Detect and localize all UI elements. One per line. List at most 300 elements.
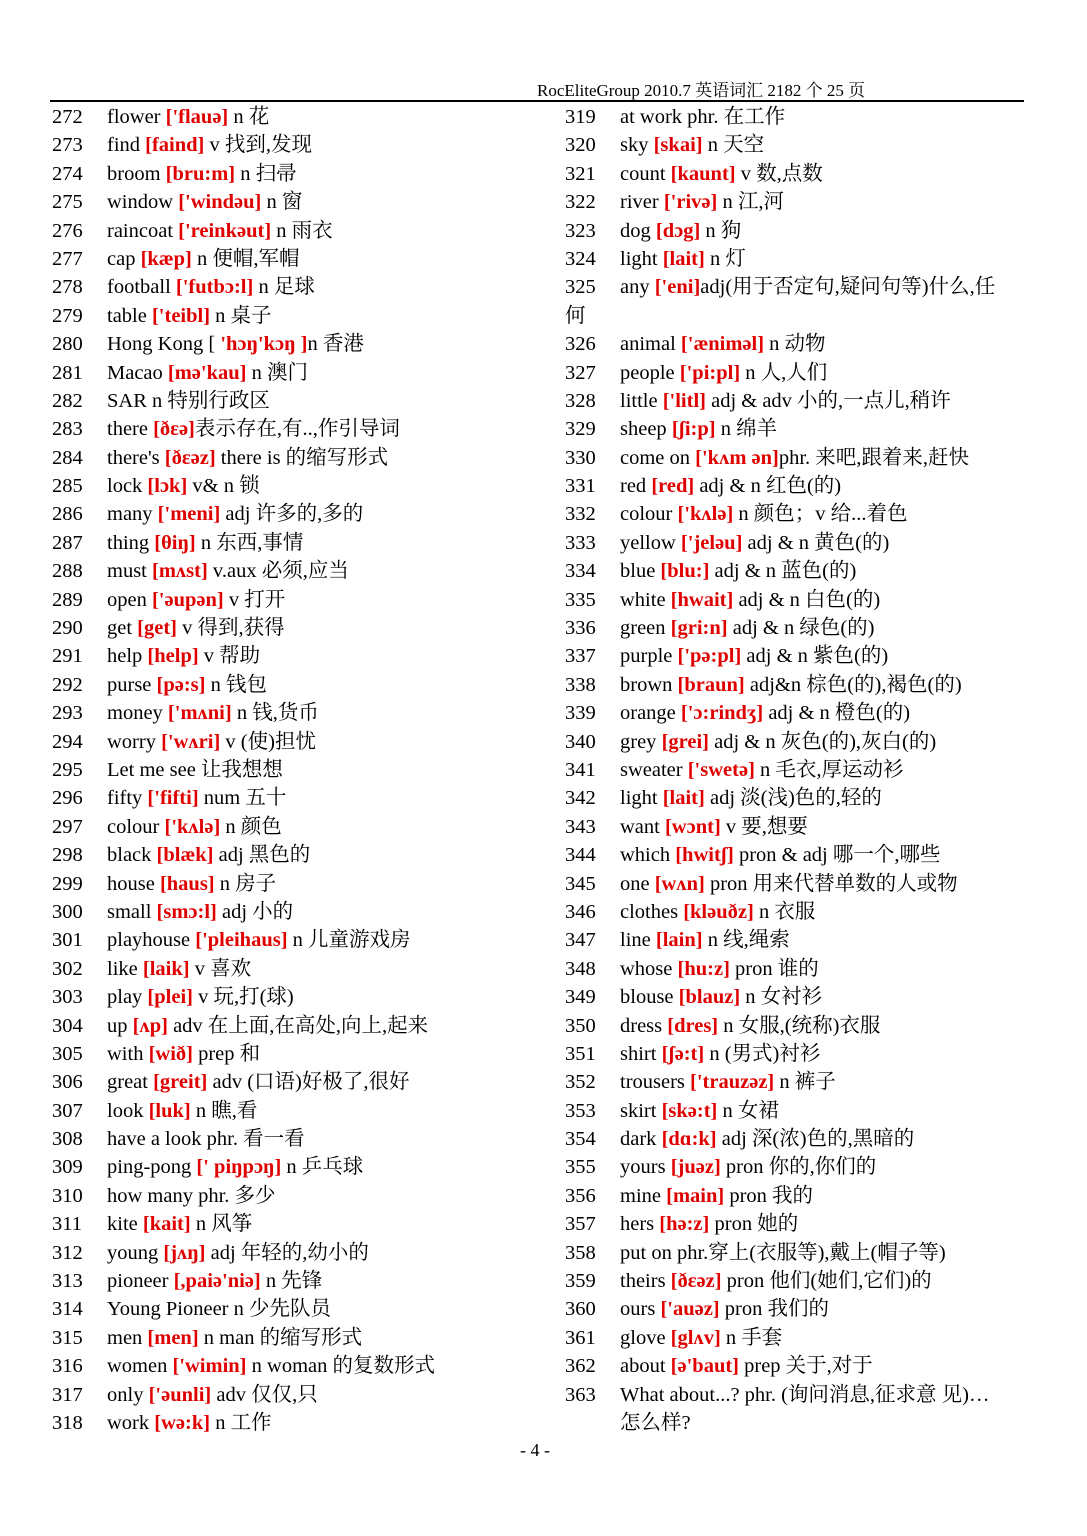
- entry-number: 272: [52, 106, 83, 128]
- entry-number: 312: [52, 1241, 83, 1264]
- entry-phonetic: [haus]: [159, 872, 215, 895]
- entry-phonetic: [' piŋpɔŋ]: [196, 1156, 282, 1179]
- entry-word: thing: [107, 531, 155, 554]
- vocab-entry: [565, 359, 1070, 387]
- entry-word: clothes: [620, 900, 684, 923]
- entry-body: [107, 699, 557, 727]
- entry-word: small: [107, 900, 157, 923]
- vocab-entry: [565, 870, 1070, 898]
- entry-word: white: [620, 588, 671, 611]
- entry-word: ping-pong: [107, 1156, 197, 1179]
- entry-body: [620, 131, 1070, 159]
- entry-body: [107, 614, 557, 642]
- entry-word: worry: [107, 730, 162, 753]
- vocab-entry: [52, 245, 557, 273]
- entry-number: 335: [565, 588, 596, 611]
- vocab-entry: [52, 955, 557, 983]
- entry-number: 351: [565, 1042, 596, 1065]
- page-number: - 4 -: [520, 1440, 550, 1460]
- entry-phonetic: ['reinkəut]: [178, 219, 272, 242]
- entry-number: 310: [52, 1184, 83, 1207]
- entry-body: [620, 160, 1070, 188]
- entry-body: [620, 1040, 1070, 1068]
- entry-number: 295: [52, 758, 83, 781]
- entry-phonetic: [dɑ:k]: [661, 1128, 717, 1151]
- vocab-entry: [52, 444, 557, 472]
- vocab-entry: [565, 529, 1070, 557]
- entry-number: 273: [52, 134, 83, 157]
- entry-word: theirs: [620, 1270, 671, 1293]
- entry-meaning: there is 的缩写形式: [215, 446, 389, 469]
- entry-word: up: [107, 1014, 133, 1037]
- entry-number: 294: [52, 730, 83, 753]
- entry-body: [107, 586, 557, 614]
- entry-word: table: [107, 304, 152, 327]
- entry-meaning: adj & n 黄色(的): [742, 531, 890, 554]
- entry-number: 301: [52, 929, 83, 952]
- entry-body: [107, 642, 557, 670]
- entry-meaning: pron 谁的: [729, 957, 819, 980]
- entry-body: [620, 529, 1070, 557]
- vocab-entry: [52, 217, 557, 245]
- entry-phonetic: [gri:n]: [670, 617, 728, 640]
- page-header: RocEliteGroup 2010.7 英语词汇 2182 个 25 页: [537, 81, 866, 100]
- entry-body: [107, 387, 557, 415]
- vocab-entry: [565, 160, 1070, 188]
- entry-meaning: n 乒乓球: [281, 1156, 364, 1179]
- entry-body: [107, 529, 557, 557]
- entry-phonetic: [skə:t]: [661, 1099, 718, 1122]
- vocab-entry: [565, 1295, 1070, 1323]
- entry-phonetic: ['kʌm ən]: [695, 446, 779, 469]
- entry-number: 277: [52, 247, 83, 270]
- entry-number: 325: [565, 276, 596, 299]
- entry-phonetic: [lɔk]: [147, 475, 188, 498]
- entry-word: look: [107, 1099, 149, 1122]
- entry-phonetic: [jʌŋ]: [163, 1241, 206, 1264]
- entry-number: 286: [52, 503, 83, 526]
- entry-body: [107, 1125, 557, 1153]
- entry-body: [620, 415, 1070, 443]
- vocab-entry: [565, 671, 1070, 699]
- entry-phonetic: [mə'kau]: [167, 361, 247, 384]
- vocab-entry: [52, 1097, 557, 1125]
- entry-phonetic: ['æniməl]: [680, 333, 765, 356]
- vocab-entry: [52, 103, 557, 131]
- entry-number: 334: [565, 560, 596, 583]
- entry-body: [620, 188, 1070, 216]
- entry-number: 347: [565, 929, 596, 952]
- entry-word: dog: [620, 219, 656, 242]
- entry-body: [107, 245, 557, 273]
- entry-meaning: n (男式)衬衫: [704, 1042, 821, 1065]
- entry-word: Macao: [107, 361, 168, 384]
- entry-word: find: [107, 134, 146, 157]
- entry-number: 327: [565, 361, 596, 384]
- entry-phonetic: [ðεə]: [153, 418, 195, 441]
- entry-number: 357: [565, 1213, 596, 1236]
- entry-phonetic: ['mʌni]: [167, 702, 232, 725]
- entry-meaning: n 颜色: [220, 815, 282, 838]
- entry-phonetic: ['əupən]: [151, 588, 224, 611]
- entry-word: open: [107, 588, 152, 611]
- entry-meaning: adv 在上面,在高处,向上,起来: [167, 1014, 429, 1037]
- entry-number: 332: [565, 503, 596, 526]
- entry-meaning: adj(用于否定句,疑问句等)什么,任: [700, 276, 996, 299]
- entry-body: [620, 1182, 1070, 1210]
- entry-number: 340: [565, 730, 596, 753]
- entry-word: house: [107, 872, 160, 895]
- entry-body: [620, 103, 1070, 131]
- entry-phonetic: [lain]: [655, 929, 703, 952]
- entry-phonetic: [skai]: [653, 134, 703, 157]
- entry-body: [107, 131, 557, 159]
- vocab-entry: [565, 813, 1070, 841]
- entry-meaning: adv (口语)好极了,很好: [207, 1071, 410, 1094]
- entry-body: [620, 359, 1070, 387]
- entry-number: 362: [565, 1355, 596, 1378]
- vocab-entry: [52, 728, 557, 756]
- vocab-entry: [52, 898, 557, 926]
- entry-body: [107, 472, 557, 500]
- entry-phonetic: [hu:z]: [677, 957, 730, 980]
- entry-phonetic: [blu:]: [660, 560, 710, 583]
- entry-phonetic: ['pleihaus]: [195, 929, 288, 952]
- entry-body: [620, 586, 1070, 614]
- entry-word: trousers: [620, 1071, 691, 1094]
- entry-word: cap: [107, 247, 141, 270]
- vocab-entry: [565, 699, 1070, 727]
- entry-meaning: n 雨衣: [271, 219, 333, 242]
- entry-phonetic: ['jeləu]: [680, 531, 743, 554]
- vocab-entry: [52, 1409, 557, 1437]
- entry-number: 343: [565, 815, 596, 838]
- vocab-entry: [565, 756, 1070, 784]
- entry-number: 344: [565, 844, 596, 867]
- entry-word: purple: [620, 645, 678, 668]
- entry-meaning: pron 你的,你们的: [720, 1156, 877, 1179]
- entry-word: grey: [620, 730, 662, 753]
- entry-phonetic: ['fifti]: [147, 787, 199, 810]
- entry-phonetic: [ʃi:p]: [671, 418, 716, 441]
- entry-word: count: [620, 162, 671, 185]
- entry-continuation: 何: [565, 304, 586, 327]
- entry-word: mine: [620, 1184, 667, 1207]
- vocab-entry: [52, 1153, 557, 1181]
- entry-meaning: pron 他们(她们,它们)的: [721, 1270, 932, 1293]
- entry-word: raincoat: [107, 219, 179, 242]
- entry-meaning: 表示存在,有..,作引导词: [194, 418, 400, 441]
- entry-meaning: adj & adv 小的,一点儿,稍许: [705, 389, 951, 412]
- entry-body: [620, 245, 1070, 273]
- entry-body: [620, 671, 1070, 699]
- entry-body: [620, 870, 1070, 898]
- entry-phonetic: ['litl]: [662, 389, 706, 412]
- entry-phonetic: ['wʌri]: [161, 730, 221, 753]
- entry-word: colour: [620, 503, 678, 526]
- entry-body: [107, 217, 557, 245]
- vocab-entry: [565, 103, 1070, 131]
- entry-body: [620, 642, 1070, 670]
- entry-meaning: pron 她的: [709, 1213, 799, 1236]
- entry-number: 290: [52, 617, 83, 640]
- entry-body: [107, 444, 557, 472]
- entry-meaning: n 钱,货币: [231, 702, 319, 725]
- entry-body: [107, 415, 557, 443]
- entry-body: [620, 1352, 1070, 1380]
- vocab-entry: [52, 614, 557, 642]
- entry-body: [107, 302, 557, 330]
- entry-meaning: n 窗: [261, 191, 303, 214]
- entry-meaning: adj & n 绿色(的): [727, 617, 875, 640]
- entry-phonetic: [hwait]: [670, 588, 734, 611]
- right-column: [565, 103, 1070, 1437]
- entry-meaning: n 儿童游戏房: [287, 929, 411, 952]
- entry-word: put on phr.穿上(衣服等),戴上(帽子等): [620, 1241, 946, 1264]
- entry-phonetic: [wɔnt]: [664, 815, 721, 838]
- entry-word: great: [107, 1071, 154, 1094]
- entry-number: 313: [52, 1270, 83, 1293]
- entry-phonetic: ['eni]: [654, 276, 701, 299]
- vocab-entry: [565, 1267, 1070, 1295]
- entry-phonetic: [luk]: [148, 1099, 191, 1122]
- entry-number: 304: [52, 1014, 83, 1037]
- entry-number: 287: [52, 531, 83, 554]
- entry-phonetic: ['trauzəz]: [690, 1071, 775, 1094]
- entry-phonetic: ['pə:pl]: [677, 645, 742, 668]
- entry-number: 303: [52, 986, 83, 1009]
- vocab-entry: [52, 756, 557, 784]
- entry-word: dark: [620, 1128, 662, 1151]
- entry-meaning: adj & n 紫色(的): [741, 645, 889, 668]
- vocab-entry: [565, 1125, 1070, 1153]
- entry-phonetic: [get]: [137, 617, 178, 640]
- entry-word: about: [620, 1355, 671, 1378]
- entry-word: yellow: [620, 531, 681, 554]
- entry-number: 302: [52, 957, 83, 980]
- entry-phonetic: ['rivə]: [663, 191, 718, 214]
- vocab-entry: [52, 586, 557, 614]
- entry-phonetic: [bru:m]: [165, 162, 236, 185]
- entry-body: [620, 217, 1070, 245]
- entry-number: 289: [52, 588, 83, 611]
- vocab-entry: [52, 1381, 557, 1409]
- vocab-entry: [565, 1068, 1070, 1096]
- entry-body: [620, 983, 1070, 1011]
- entry-continuation: 怎么样?: [620, 1411, 691, 1434]
- entry-phonetic: [red]: [651, 475, 695, 498]
- entry-number: 311: [52, 1213, 82, 1236]
- entry-body: [107, 557, 557, 585]
- vocab-entry: [565, 1153, 1070, 1181]
- entry-meaning: v 打开: [223, 588, 286, 611]
- entry-phonetic: ['kʌlə]: [677, 503, 734, 526]
- entry-phonetic: ['flauə]: [165, 106, 229, 128]
- entry-number: 360: [565, 1298, 596, 1321]
- entry-word: hers: [620, 1213, 660, 1236]
- vocab-entry: [565, 642, 1070, 670]
- entry-word: sheep: [620, 418, 672, 441]
- entry-word: colour: [107, 815, 165, 838]
- entry-word: pioneer: [107, 1270, 174, 1293]
- vocab-entry: [52, 188, 557, 216]
- vocab-entry: [52, 813, 557, 841]
- entry-number: 279: [52, 304, 83, 327]
- entry-meaning: n 衣服: [753, 900, 816, 923]
- entry-body: [107, 273, 557, 301]
- entry-word: work: [107, 1411, 155, 1434]
- entry-number: 307: [52, 1099, 83, 1122]
- vocab-entry: [52, 1182, 557, 1210]
- entry-meaning: n 花: [228, 106, 270, 128]
- entry-number: 346: [565, 900, 596, 923]
- vocab-entry: [565, 1210, 1070, 1238]
- entry-phonetic: ['ɔ:rindʒ]: [680, 702, 764, 725]
- entry-meaning: adj 深(浓)色的,黑暗的: [716, 1128, 915, 1151]
- entry-body: [107, 188, 557, 216]
- entry-number: 320: [565, 134, 596, 157]
- entry-meaning: n 狗: [700, 219, 742, 242]
- entry-meaning: n 绵羊: [715, 418, 778, 441]
- entry-number: 306: [52, 1071, 83, 1094]
- entry-number: 349: [565, 986, 596, 1009]
- vocab-entry: [52, 160, 557, 188]
- entry-phonetic: ['kʌlə]: [164, 815, 221, 838]
- entry-meaning: n 房子: [214, 872, 277, 895]
- entry-phonetic: [hə:z]: [659, 1213, 710, 1236]
- entry-meaning: prep 关于,对于: [739, 1355, 873, 1378]
- entry-meaning: pron & adj 哪一个,哪些: [733, 844, 941, 867]
- entry-meaning: pron 我们的: [719, 1298, 829, 1321]
- entry-body: [620, 387, 1070, 415]
- entry-phonetic: ['meni]: [157, 503, 221, 526]
- entry-meaning: adj 小的: [216, 900, 294, 923]
- entry-phonetic: [main]: [666, 1184, 725, 1207]
- entry-number: 355: [565, 1156, 596, 1179]
- entry-phonetic: [ʌp]: [132, 1014, 168, 1037]
- entry-meaning: n 手套: [720, 1326, 783, 1349]
- entry-body: [107, 1012, 557, 1040]
- entry-meaning: n 颜色；v 给...着色: [733, 503, 908, 526]
- entry-word: fifty: [107, 787, 148, 810]
- entry-number: 353: [565, 1099, 596, 1122]
- entry-word: animal: [620, 333, 681, 356]
- vocab-entry: [565, 614, 1070, 642]
- entry-meaning: n 先锋: [260, 1270, 323, 1293]
- entry-number: 342: [565, 787, 596, 810]
- entry-meaning: n 灯: [704, 247, 746, 270]
- entry-word: light: [620, 247, 663, 270]
- vocab-entry: [52, 841, 557, 869]
- vocab-entry: [52, 1267, 557, 1295]
- entry-phonetic: ['auəz]: [660, 1298, 720, 1321]
- entry-phonetic: [wið]: [148, 1042, 193, 1065]
- entry-phonetic: [glʌv]: [670, 1326, 721, 1349]
- entry-phonetic: [dɔg]: [655, 219, 701, 242]
- entry-word: SAR n 特别行政区: [107, 389, 270, 412]
- entry-number: 359: [565, 1270, 596, 1293]
- entry-meaning: phr. 来吧,跟着来,赶快: [778, 446, 970, 469]
- entry-word: black: [107, 844, 157, 867]
- vocab-entry: [52, 500, 557, 528]
- left-column: [52, 103, 557, 1437]
- entry-number: 354: [565, 1128, 596, 1151]
- entry-number: 274: [52, 162, 83, 185]
- entry-phonetic: [kləuðz]: [683, 900, 754, 923]
- entry-number: 282: [52, 389, 83, 412]
- entry-meaning: adj&n 棕色(的),褐色(的): [744, 673, 962, 696]
- entry-meaning: v.aux 必须,应当: [207, 560, 349, 583]
- entry-number: 298: [52, 844, 83, 867]
- vocab-entry: [565, 841, 1070, 869]
- entry-meaning: v (使)担忧: [220, 730, 316, 753]
- entry-number: 352: [565, 1071, 596, 1094]
- entry-body: [620, 1153, 1070, 1181]
- vocab-entry: [52, 1012, 557, 1040]
- entry-phonetic: [grei]: [661, 730, 709, 753]
- entry-word: playhouse: [107, 929, 196, 952]
- entry-number: 285: [52, 475, 83, 498]
- entry-meaning: adj & n 红色(的): [694, 475, 842, 498]
- entry-word: with: [107, 1042, 149, 1065]
- vocab-entry: [52, 1295, 557, 1323]
- entry-number: 315: [52, 1326, 83, 1349]
- entry-phonetic: [mʌst]: [152, 560, 208, 583]
- entry-body: [620, 1239, 1070, 1267]
- vocab-entry: [52, 1352, 557, 1380]
- entry-phonetic: [lait]: [662, 787, 705, 810]
- entry-phonetic: [juəz]: [670, 1156, 721, 1179]
- entry-body: [107, 1409, 557, 1437]
- entry-word: must: [107, 560, 152, 583]
- entry-phonetic: [dres]: [667, 1014, 719, 1037]
- entry-phonetic: [ə'baut]: [670, 1355, 739, 1378]
- entry-body: [620, 1324, 1070, 1352]
- vocab-entry: [52, 699, 557, 727]
- vocab-entry: [565, 472, 1070, 500]
- entry-body: [620, 813, 1070, 841]
- entry-meaning: n 女裙: [717, 1099, 779, 1122]
- vocab-entry: [52, 784, 557, 812]
- entry-word: get: [107, 617, 138, 640]
- entry-word: sky: [620, 134, 654, 157]
- entry-body: [107, 1295, 557, 1323]
- entry-meaning: prep 和: [192, 1042, 261, 1065]
- entry-word: window: [107, 191, 179, 214]
- entry-word: whose: [620, 957, 678, 980]
- entry-body: [107, 983, 557, 1011]
- vocab-entry: [565, 586, 1070, 614]
- vocab-entry: [52, 926, 557, 954]
- vocab-entry: [52, 557, 557, 585]
- vocab-entry: [565, 444, 1070, 472]
- entry-body: [107, 870, 557, 898]
- vocab-entry: [52, 273, 557, 301]
- entry-number: 319: [565, 106, 596, 128]
- entry-phonetic: [blæk]: [156, 844, 214, 867]
- entry-number: 288: [52, 560, 83, 583]
- entry-body: [107, 1068, 557, 1096]
- entry-body: [620, 1125, 1070, 1153]
- entry-body: [107, 955, 557, 983]
- entry-meaning: v& n 锁: [187, 475, 260, 498]
- entry-meaning: n woman 的复数形式: [246, 1355, 435, 1378]
- entry-number: 328: [565, 389, 596, 412]
- entry-body: [620, 330, 1070, 358]
- entry-number: 292: [52, 673, 83, 696]
- entry-word: flower: [107, 106, 166, 128]
- vocab-entry: [52, 1040, 557, 1068]
